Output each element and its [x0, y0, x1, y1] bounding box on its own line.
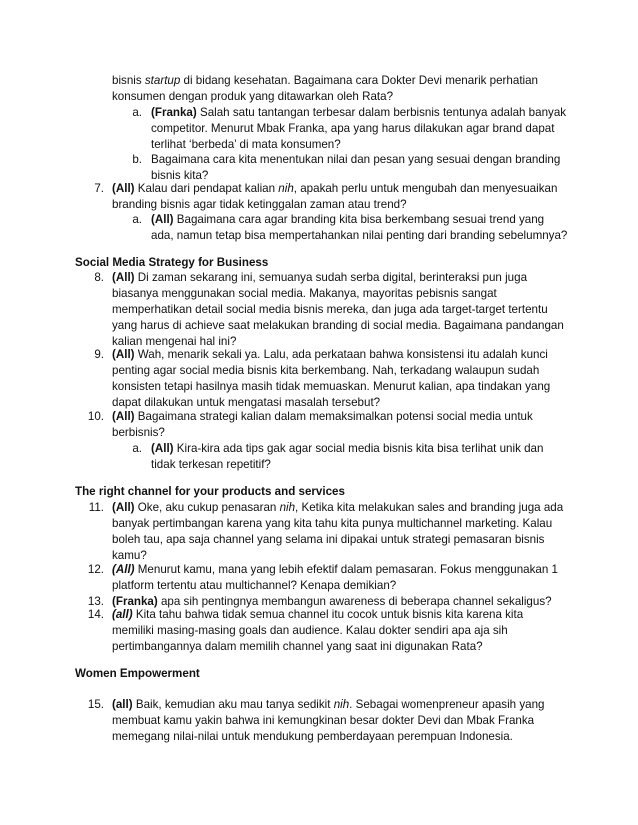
question-12-line-2: platform tertentu atau multichannel? Kenapa demikian?: [112, 579, 397, 592]
question-7-line-2: branding bisnis agar tidak ketinggalan zaman atau trend?: [112, 198, 407, 211]
question-14-line-3: pertimbangannya dalam memilih channel yang saat ini digunakan Rata?: [112, 640, 483, 653]
question-8-line-5: kalian mengenai hal ini?: [112, 335, 237, 348]
section-heading-women-empowerment: Women Empowerment: [75, 667, 200, 680]
list-number-10: 10.: [87, 410, 104, 423]
list-number-7: 7.: [94, 182, 104, 195]
question-15-line-2: membuat kamu yakin bahwa ini kemungkinan besar dokter Devi dan Mbak Franka: [112, 714, 535, 727]
list-number-12: 12.: [87, 563, 104, 576]
question-7a-line-1: (All) Bagaimana cara agar branding kita bisa berkembang sesuai trend yang: [151, 213, 545, 226]
question-9-line-1: (All) Wah, menarik sekali ya. Lalu, ada perkataan bahwa konsistensi itu adalah kunci: [112, 348, 548, 361]
list-number-11: 11.: [88, 501, 104, 514]
question-11-line-4: kamu?: [112, 549, 147, 562]
question-11-line-3: boleh tau, apa saja channel yang selama ini dipakai untuk strategi pemasaran bisnis: [112, 533, 545, 546]
question-8-line-4: yang harus di achieve saat melakukan branding di social media. Bagaimana pandangan: [112, 319, 564, 332]
intro-line-2: konsumen dengan produk yang ditawarkan oleh Rata?: [112, 90, 394, 103]
question-6a-line-1: (Franka) Salah satu tantangan terbesar dalam berbisnis tentunya adalah banyak: [151, 106, 567, 119]
question-6a-line-2: competitor. Menurut Mbak Franka, apa yang harus dilakukan agar brand dapat: [151, 122, 555, 135]
list-number-13: 13.: [87, 595, 104, 608]
question-10a-line-2: tidak terkesan repetitif?: [151, 458, 271, 471]
question-6b-line-2: bisnis kita?: [151, 169, 209, 182]
question-10-line-2: berbisnis?: [112, 426, 165, 439]
question-11-line-1: (All) Oke, aku cukup penasaran nih, Ketika kita melakukan sales and branding juga ada: [112, 501, 564, 514]
list-number-8: 8.: [94, 271, 104, 284]
question-8-line-1: (All) Di zaman sekarang ini, semuanya sudah serba digital, berinteraksi pun juga: [112, 271, 528, 284]
section-heading-right-channel: The right channel for your products and services: [75, 485, 345, 498]
question-13-line-1: (Franka) apa sih pentingnya membangun awareness di beberapa channel sekaligus?: [112, 595, 552, 608]
question-15-line-1: (all) Baik, kemudian aku mau tanya sedikit nih. Sebagai womenpreneur apasih yang: [112, 698, 545, 711]
list-number-15: 15.: [87, 698, 104, 711]
question-7a-line-2: ada, namun tetap bisa mempertahankan nilai penting dari branding sebelumnya?: [151, 229, 568, 242]
list-marker-7a: a.: [132, 213, 142, 226]
question-6b-line-1: Bagaimana cara kita menentukan nilai dan pesan yang sesuai dengan branding: [151, 153, 561, 166]
list-marker-10a: a.: [132, 442, 142, 455]
question-14-line-1: (all) Kita tahu bahwa tidak semua channel itu cocok untuk bisnis kita karena kita: [112, 608, 524, 621]
list-number-14: 14.: [87, 608, 104, 621]
question-7-line-1: (All) Kalau dari pendapat kalian nih, apakah perlu untuk mengubah dan menyesuaikan: [112, 182, 558, 195]
section-heading-social-media: Social Media Strategy for Business: [75, 256, 269, 269]
question-8-line-3: memperhatikan detail social media bisnis mereka, dan juga ada target-target tertentu: [112, 303, 548, 316]
question-11-line-2: banyak pertimbangan karena yang kita tahu kita punya multichannel marketing. Kalau: [112, 517, 553, 530]
list-marker-6b: b.: [132, 153, 142, 166]
question-8-line-2: biasanya menggunakan social media. Makanya, mayoritas pebisnis sangat: [112, 287, 497, 300]
question-6a-line-3: terlihat ‘berbeda’ di mata konsumen?: [151, 138, 341, 151]
question-10-line-1: (All) Bagaimana strategi kalian dalam memaksimalkan potensi social media untuk: [112, 410, 533, 423]
question-9-line-4: dapat dilakukan untuk mengatasi masalah tersebut?: [112, 396, 381, 409]
intro-line-1: bisnis startup di bidang kesehatan. Bagaimana cara Dokter Devi menarik perhatian: [112, 74, 539, 87]
question-15-line-3: memegang nilai-nilai untuk mendukung pemberdayaan perempuan Indonesia.: [112, 730, 513, 743]
question-9-line-2: penting agar social media bisnis kita berkembang. Nah, terkadang walaupun sudah: [112, 364, 540, 377]
list-number-9: 9.: [94, 348, 104, 361]
question-10a-line-1: (All) Kira-kira ada tips gak agar social media bisnis kita bisa terlihat unik dan: [151, 442, 544, 455]
question-9-line-3: konsisten tetapi hasilnya masih tidak memuaskan. Menurut kalian, apa tindakan yang: [112, 380, 551, 393]
list-marker-6a: a.: [132, 106, 142, 119]
question-12-line-1: (All) Menurut kamu, mana yang lebih efektif dalam pemasaran. Fokus menggunakan 1: [112, 563, 558, 576]
question-14-line-2: memiliki masing-masing goals dan audience. Kalau dokter sendiri apa aja sih: [112, 624, 508, 637]
